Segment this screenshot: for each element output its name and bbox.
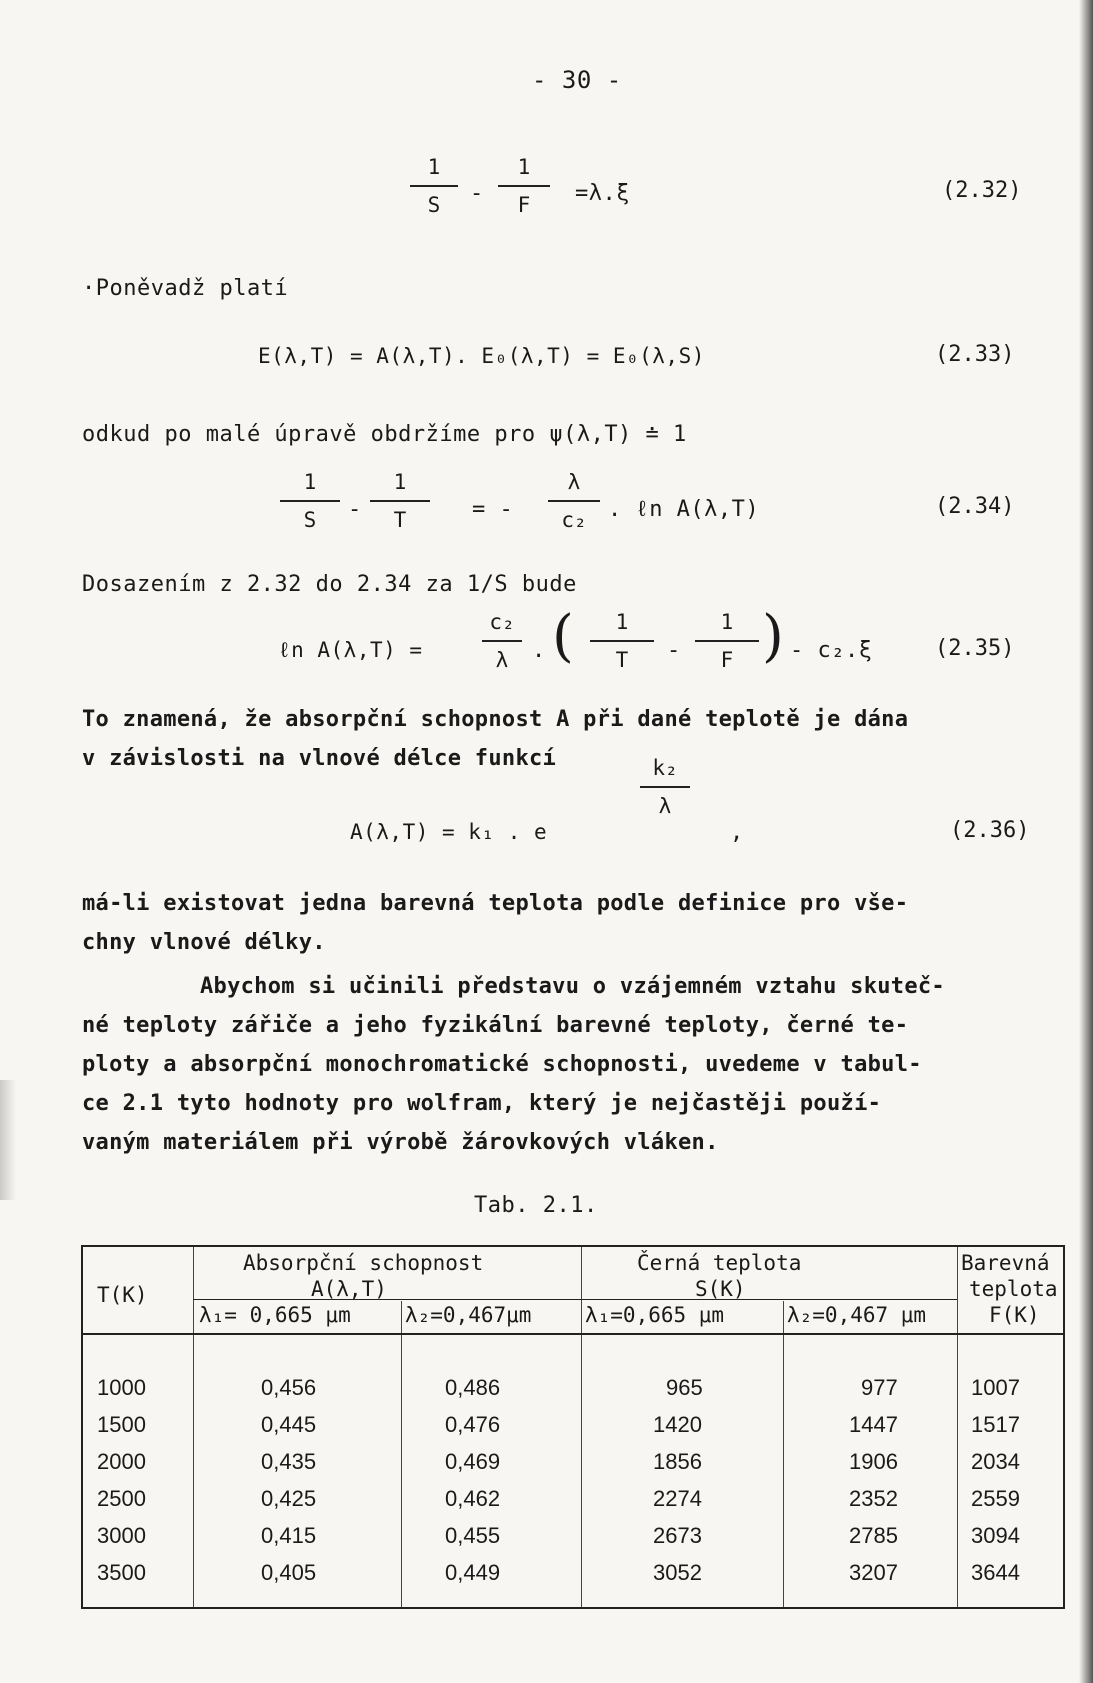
eq-2-35-rhs: - c₂.ξ <box>790 638 873 663</box>
row-3-f: 2034 <box>971 1449 1020 1474</box>
row-1-s2: 977 <box>861 1375 898 1400</box>
row-5-a1: 0,415 <box>261 1523 317 1548</box>
eq-2-32-frac-2: 1 F <box>498 155 550 217</box>
row-2-s2: 1447 <box>849 1412 898 1437</box>
row-6-s1: 3052 <box>653 1560 702 1585</box>
eq-2-32-label: (2.32) <box>942 178 1022 203</box>
row-1-s1: 965 <box>666 1375 703 1400</box>
row-3-s1: 1856 <box>653 1449 702 1474</box>
header-cerna-sub: S(K) <box>695 1277 746 1301</box>
eq-2-36-label: (2.36) <box>950 818 1030 843</box>
paragraph-1-line-1: To znamená, že absorpční schopnost A při dané teplotě je dána <box>82 707 909 732</box>
odkud-line: odkud po malé úpravě obdržíme pro ψ(λ,T) ≐ 1 <box>82 422 687 447</box>
header-cerna-l1: λ₁=0,665 μm <box>585 1303 725 1327</box>
eq-2-34-rhs: . ℓn A(λ,T) <box>608 497 760 522</box>
paragraph-2 <box>82 884 908 962</box>
row-1-t: 1000 <box>97 1375 146 1400</box>
row-5-a2: 0,455 <box>445 1523 501 1548</box>
paragraph-3-line-4: ce 2.1 tyto hodnoty pro wolfram, který je nejčastěji použí- <box>82 1091 882 1116</box>
eq-2-35-minus: - <box>667 638 681 663</box>
eq-2-36-exponent: k₂ λ <box>640 756 690 818</box>
eq-2-33-label: (2.33) <box>935 342 1015 367</box>
eq-2-32-rhs: =λ.ξ <box>575 181 630 206</box>
eq-2-35-lparen: ( <box>552 604 574 669</box>
row-3-s2: 1906 <box>849 1449 898 1474</box>
row-6-a1: 0,405 <box>261 1560 317 1585</box>
row-2-a1: 0,445 <box>261 1412 317 1437</box>
eq-2-36-comma: , <box>730 820 744 845</box>
row-6-t: 3500 <box>97 1560 146 1585</box>
paragraph-3-line-2: né teploty zářiče a jeho fyzikální barevné teploty, černé te- <box>82 1013 909 1038</box>
eq-2-33-body: E(λ,T) = A(λ,T). E₀(λ,T) = E₀(λ,S) <box>258 344 705 368</box>
row-3-a2: 0,469 <box>445 1449 501 1474</box>
eq-2-34-frac-3: λ c₂ <box>548 470 600 532</box>
eq-2-34-minus: - <box>348 497 362 522</box>
table-header-line <box>83 1333 1063 1335</box>
row-3-t: 2000 <box>97 1449 146 1474</box>
paragraph-2-line-1: má-li existovat jedna barevná teplota podle definice pro vše- <box>82 891 909 916</box>
eq-2-35-frac-1: c₂ λ <box>482 610 522 672</box>
row-4-a2: 0,462 <box>445 1486 501 1511</box>
table-col-divider-1 <box>193 1247 194 1607</box>
table-caption: Tab. 2.1. <box>474 1193 598 1218</box>
row-4-a1: 0,425 <box>261 1486 317 1511</box>
table-subheader-line-a <box>193 1299 581 1300</box>
table-col-divider-2 <box>581 1247 582 1607</box>
paragraph-1 <box>82 700 908 778</box>
row-4-s1: 2274 <box>653 1486 702 1511</box>
table-subcol-divider-a <box>401 1301 402 1607</box>
row-1-f: 1007 <box>971 1375 1020 1400</box>
eq-2-35-frac-2: 1 T <box>590 610 654 672</box>
row-4-f: 2559 <box>971 1486 1020 1511</box>
eq-2-35-label: (2.35) <box>935 636 1015 661</box>
paragraph-3-line-5: vaným materiálem při výrobě žárovkových vláken. <box>82 1130 719 1155</box>
row-2-f: 1517 <box>971 1412 1020 1437</box>
table-col-divider-3 <box>957 1247 958 1607</box>
scan-shadow-right <box>1079 0 1093 1683</box>
eq-2-36-lhs: A(λ,T) = k₁ . e <box>350 820 548 844</box>
row-1-a1: 0,456 <box>261 1375 317 1400</box>
eq-2-32-minus: - <box>470 181 484 206</box>
table-subcol-divider-s <box>783 1301 784 1607</box>
table-subheader-line-s <box>581 1299 957 1300</box>
row-3-a1: 0,435 <box>261 1449 317 1474</box>
scan-shadow-left <box>0 1080 16 1200</box>
row-6-s2: 3207 <box>849 1560 898 1585</box>
row-4-t: 2500 <box>97 1486 146 1511</box>
header-cerna-l2: λ₂=0,467 μm <box>787 1303 927 1327</box>
row-5-s1: 2673 <box>653 1523 702 1548</box>
header-cerna-title: Černá teplota <box>637 1251 802 1275</box>
data-table <box>81 1245 1065 1609</box>
page-number: - 30 - <box>532 66 622 94</box>
eq-2-35-rparen: ) <box>762 604 784 669</box>
eq-2-35-frac-3: 1 F <box>695 610 759 672</box>
header-barevna-2: teplota <box>969 1277 1058 1301</box>
header-barevna-1: Barevná <box>961 1251 1050 1275</box>
paragraph-3-line-1: Abychom si učinili představu o vzájemném vztahu skuteč- <box>200 974 945 999</box>
paragraph-3-line-3: ploty a absorpční monochromatické schopnosti, uvedeme v tabul- <box>82 1052 922 1077</box>
eq-2-35-lhs: ℓn A(λ,T) = <box>278 638 423 662</box>
row-2-t: 1500 <box>97 1412 146 1437</box>
eq-2-34-mid: = - <box>472 497 514 522</box>
paragraph-3 <box>82 967 945 1162</box>
eq-2-32-frac-1: 1 S <box>410 155 458 217</box>
header-barevna-3: F(K) <box>989 1303 1040 1327</box>
header-absorp-title: Absorpční schopnost <box>243 1251 484 1275</box>
eq-2-34-frac-2: 1 T <box>370 470 430 532</box>
row-6-a2: 0,449 <box>445 1560 501 1585</box>
row-5-s2: 2785 <box>849 1523 898 1548</box>
row-5-f: 3094 <box>971 1523 1020 1548</box>
row-5-t: 3000 <box>97 1523 146 1548</box>
row-2-s1: 1420 <box>653 1412 702 1437</box>
header-absorp-l2: λ₂=0,467μm <box>405 1303 532 1327</box>
paragraph-1-line-2: v závislosti na vlnové délce funkcí <box>82 746 557 771</box>
row-2-a2: 0,476 <box>445 1412 501 1437</box>
header-tk: T(K) <box>97 1283 148 1307</box>
eq-2-35-dot: . <box>532 638 546 663</box>
eq-2-34-label: (2.34) <box>935 494 1015 519</box>
paragraph-2-line-2: chny vlnové délky. <box>82 930 326 955</box>
header-absorp-l1: λ₁= 0,665 μm <box>199 1303 351 1327</box>
header-absorp-sub: A(λ,T) <box>311 1277 387 1301</box>
row-1-a2: 0,486 <box>445 1375 501 1400</box>
eq-2-34-frac-1: 1 S <box>280 470 340 532</box>
row-6-f: 3644 <box>971 1560 1020 1585</box>
intro-ponevadz: ·Poněvadž platí <box>82 276 289 301</box>
row-4-s2: 2352 <box>849 1486 898 1511</box>
dosazenim-line: Dosazením z 2.32 do 2.34 za 1/S bude <box>82 572 577 597</box>
